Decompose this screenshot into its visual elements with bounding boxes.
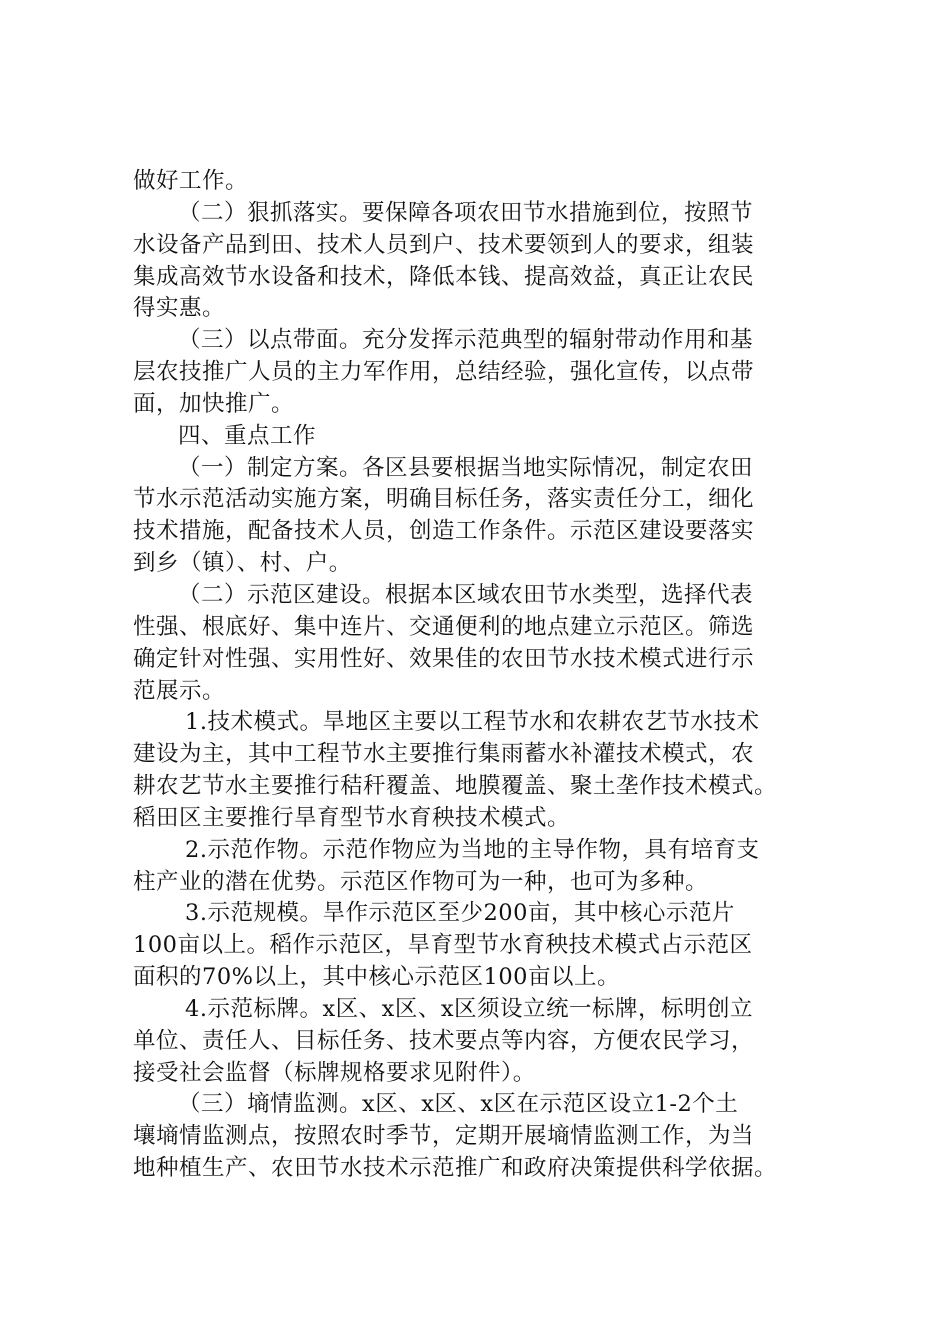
text-line: 壤墒情监测点，按照农时季节，定期开展墒情监测工作，为当 bbox=[133, 1123, 755, 1150]
text-line: 范展示。 bbox=[133, 677, 226, 704]
text-line: 柱产业的潜在优势。示范区作物可为一种，也可为多种。 bbox=[133, 868, 709, 895]
text-line: 到乡（镇）、村、户。 bbox=[133, 550, 352, 577]
section-heading: 四、重点工作 bbox=[178, 422, 317, 449]
text-line: 1.技术模式。旱地区主要以工程节水和农耕农艺节水技术 bbox=[185, 709, 760, 736]
text-line: 做好工作。 bbox=[133, 168, 249, 194]
body-text bbox=[133, 166, 833, 1185]
text-line: （一）制定方案。各区县要根据当地实际情况，制定农田 bbox=[178, 454, 754, 481]
text-line: （二）示范区建设。根据本区域农田节水类型，选择代表 bbox=[178, 581, 754, 608]
text-line: 接受社会监督（标牌规格要求见附件）。 bbox=[133, 1059, 536, 1086]
text-line: 稻田区主要推行旱育型节水育秧技术模式。 bbox=[133, 804, 571, 831]
text-line: 2.示范作物。示范作物应为当地的主导作物，具有培育支 bbox=[185, 836, 760, 863]
text-line: 层农技推广人员的主力军作用，总结经验，强化宣传，以点带 bbox=[133, 359, 755, 386]
text-line: 集成高效节水设备和技术，降低本钱、提高效益，真正让农民 bbox=[133, 263, 755, 290]
text-line: 建设为主，其中工程节水主要推行集雨蓄水补灌技术模式，农 bbox=[133, 741, 755, 768]
text-line: 单位、责任人、目标任务、技术要点等内容，方便农民学习， bbox=[133, 1027, 755, 1054]
text-line: 地种植生产、农田节水技术示范推广和政府决策提供科学依据。 bbox=[133, 1155, 778, 1182]
text-line: 得实惠。 bbox=[133, 295, 226, 322]
text-line: 性强、根底好、集中连片、交通便利的地点建立示范区。筛选 bbox=[133, 613, 755, 640]
text-line: 确定针对性强、实用性好、效果佳的农田节水技术模式进行示 bbox=[133, 645, 755, 672]
text-line: （二）狠抓落实。要保障各项农田节水措施到位，按照节 bbox=[178, 199, 754, 226]
text-line: 100亩以上。稻作示范区，旱育型节水育秧技术模式占示范区 bbox=[133, 932, 753, 959]
text-line: 4.示范标牌。x区、x区、x区须设立统一标牌，标明创立 bbox=[185, 995, 754, 1022]
text-line: 技术措施，配备技术人员，创造工作条件。示范区建设要落实 bbox=[133, 518, 755, 545]
text-line: 节水示范活动实施方案，明确目标任务，落实责任分工，细化 bbox=[133, 486, 755, 513]
text-line: 3.示范规模。旱作示范区至少200亩，其中核心示范片 bbox=[185, 900, 735, 927]
text-line: 面，加快推广。 bbox=[133, 390, 295, 417]
text-line: （三）以点带面。充分发挥示范典型的辐射带动作用和基 bbox=[178, 327, 754, 354]
text-line: 面积的70%以上，其中核心示范区100亩以上。 bbox=[133, 964, 620, 991]
text-line: （三）墒情监测。x区、x区、x区在示范区设立1-2个土 bbox=[178, 1091, 739, 1118]
text-line: 耕农艺节水主要推行秸秆覆盖、地膜覆盖、聚土垄作技术模式。 bbox=[133, 773, 778, 800]
text-line: 水设备产品到田、技术人员到户、技术要领到人的要求，组装 bbox=[133, 231, 755, 258]
